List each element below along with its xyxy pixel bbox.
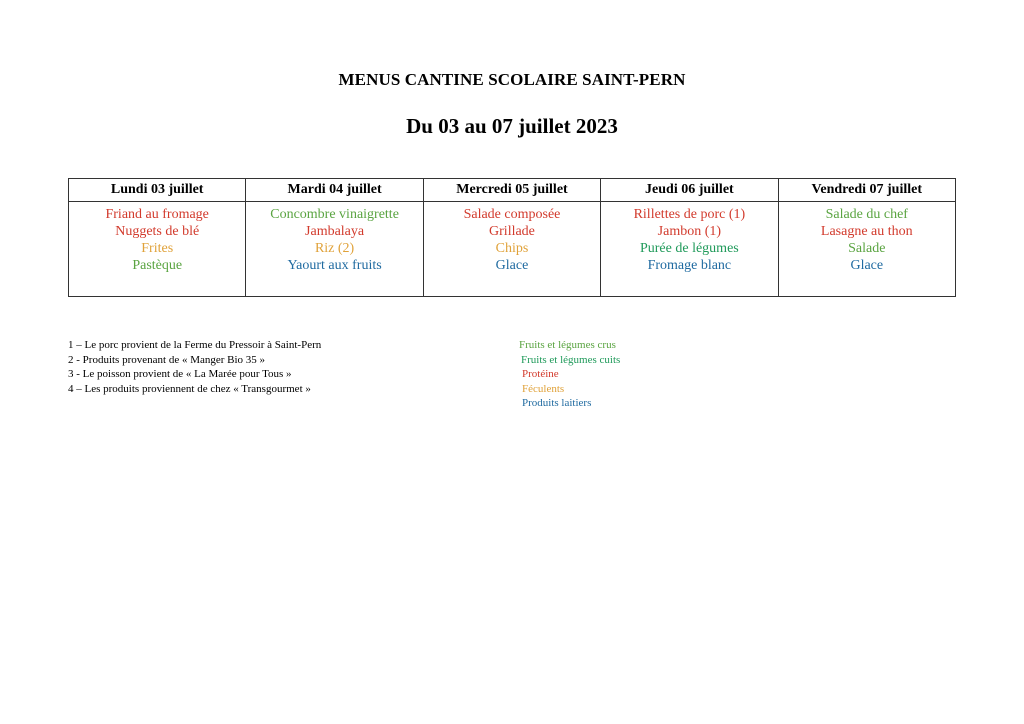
footnote-2: 2 - Produits provenant de « Manger Bio 35 » <box>68 353 266 366</box>
day-menu-tuesday <box>246 202 423 297</box>
dish-item: Yaourt aux fruits <box>287 258 382 273</box>
dish-item: Lasagne au thon <box>820 224 913 239</box>
day-menu-thursday <box>601 202 778 297</box>
menu-table <box>68 178 956 297</box>
legend-proteine: Protéine <box>522 368 559 380</box>
day-menu-friday <box>778 202 955 297</box>
dish-item: Jambon (1) <box>657 224 722 239</box>
color-legend <box>519 338 620 411</box>
dish-item: Friand au fromage <box>105 207 209 222</box>
menu-header-row <box>69 179 956 202</box>
legend-produits-laitiers: Produits laitiers <box>522 397 592 409</box>
menu-dishes-row <box>69 202 956 297</box>
legend-fruits-legumes-cuits: Fruits et légumes cuits <box>521 353 621 366</box>
footnote-1: 1 – Le porc provient de la Ferme du Pressoir à Saint-Pern <box>68 339 322 351</box>
dish-item: Pastèque <box>132 258 183 273</box>
dish-item: Glace <box>850 258 884 273</box>
legend-fruits-legumes-crus: Fruits et légumes crus <box>519 339 616 351</box>
dish-item: Salade <box>848 241 886 256</box>
day-header-monday: Lundi 03 juillet <box>69 179 246 202</box>
day-header-friday: Vendredi 07 juillet <box>778 179 955 202</box>
dish-item: Chips <box>495 241 529 256</box>
dish-item: Salade du chef <box>825 207 908 222</box>
footnote-4: 4 – Les produits proviennent de chez « Transgourmet » <box>68 382 311 395</box>
day-menu-monday <box>69 202 246 297</box>
dish-item: Riz (2) <box>314 241 355 256</box>
footnote-3: 3 - Le poisson provient de « La Marée pour Tous » <box>68 368 292 380</box>
dish-item: Concombre vinaigrette <box>270 207 399 222</box>
legend-feculents: Féculents <box>522 382 565 395</box>
date-range-subtitle: Du 03 au 07 juillet 2023 <box>406 114 618 138</box>
dish-item: Nuggets de blé <box>115 224 200 239</box>
day-menu-wednesday <box>423 202 600 297</box>
dish-item: Jambalaya <box>305 224 365 239</box>
day-header-wednesday: Mercredi 05 juillet <box>423 179 600 202</box>
dish-item: Frites <box>141 241 174 256</box>
dish-item: Purée de légumes <box>639 241 739 256</box>
dish-item: Salade composée <box>463 207 561 222</box>
page-title: MENUS CANTINE SCOLAIRE SAINT-PERN <box>338 70 686 89</box>
dish-item: Glace <box>495 258 529 273</box>
day-header-tuesday: Mardi 04 juillet <box>246 179 423 202</box>
day-header-thursday: Jeudi 06 juillet <box>601 179 778 202</box>
dish-item: Grillade <box>489 224 535 239</box>
footnotes <box>68 338 321 396</box>
dish-item: Fromage blanc <box>647 258 732 273</box>
dish-item: Rillettes de porc (1) <box>633 207 746 222</box>
